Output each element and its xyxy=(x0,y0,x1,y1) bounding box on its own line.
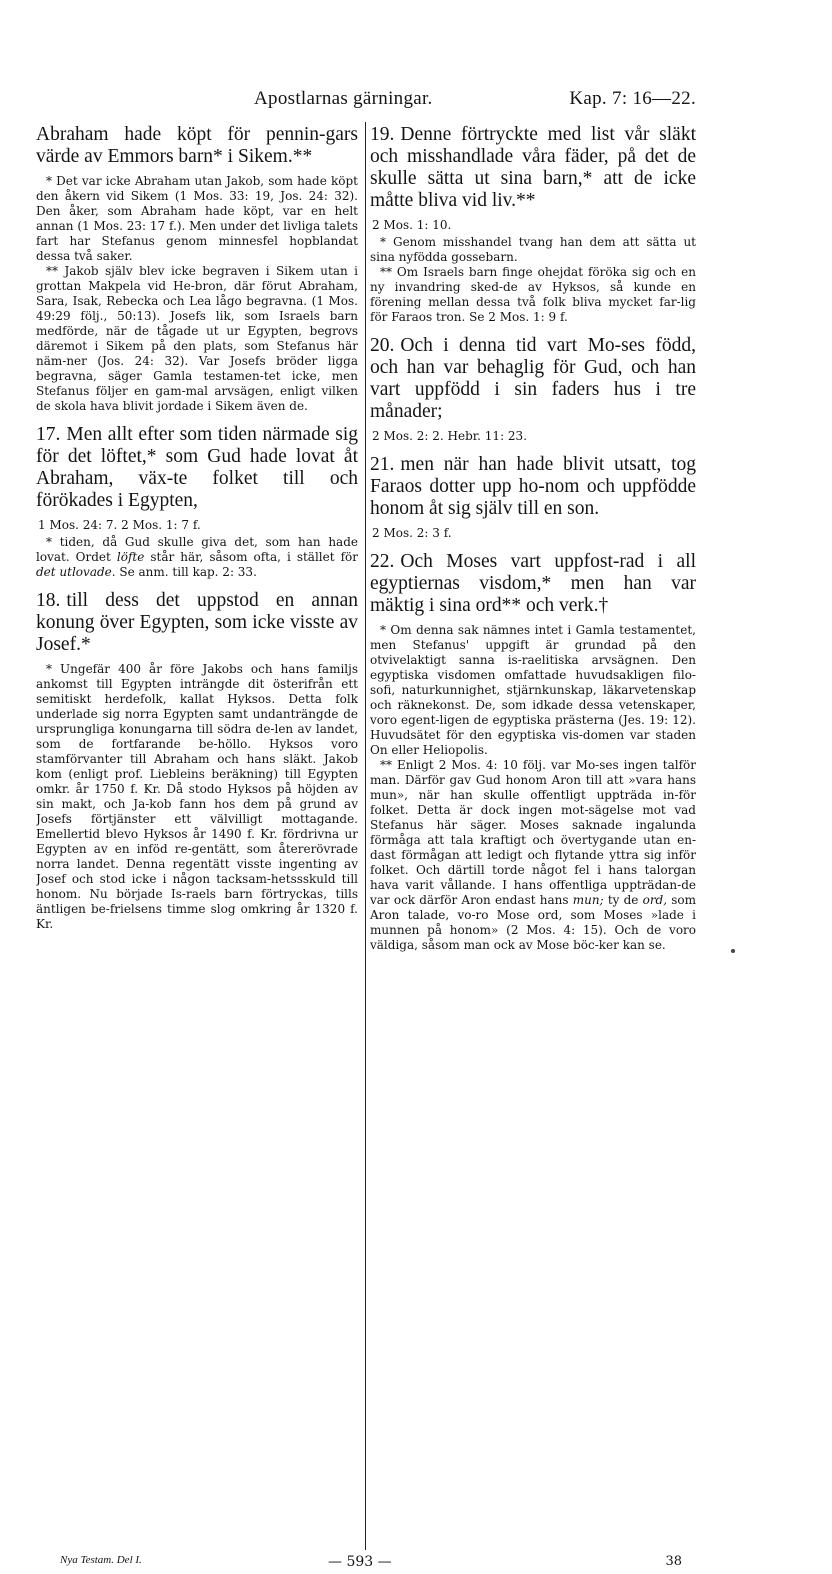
note-italic: ord, xyxy=(642,893,668,907)
stray-ink-dot xyxy=(731,949,735,953)
footnote-16a: * Det var icke Abraham utan Jakob, som hade köpt den åkern vid Sikem (1 Mos. 33: 19, Jos. 24: 32). Den åker, som Abraham hade köpt, var en helt annan (1 Mos. 23: 17 f.). Men under det livliga talets fart har Stefanus genom minnesfel hopblandat dessa två saker. xyxy=(36,174,358,263)
cross-reference-19: 2 Mos. 1: 10. xyxy=(372,218,452,232)
verse-16-continuation: Abraham hade köpt för pennin-gars värde av Emmors barn* i Sikem.** xyxy=(36,124,358,167)
page-number: — 593 — xyxy=(328,1554,392,1570)
verse-19 xyxy=(370,124,696,212)
verse-text: men när han hade blivit utsatt, tog Faraos dotter upp ho-nom och uppfödde honom åt sig själv till en son. xyxy=(370,454,696,519)
note-text: som Aron talade, vo-ro Mose ord, som Moses »lade i munnen på honom» (2 Mos. 4: 15). Och de voro väldiga, såsom man ock av Mose böc-ker kan se. xyxy=(370,893,696,952)
verse-22 xyxy=(370,551,696,617)
left-column xyxy=(36,124,358,1549)
verse-number: 21. xyxy=(370,454,395,475)
note-text: Se anm. till kap. 2: 33. xyxy=(115,565,257,579)
verse-number: 18. xyxy=(36,590,61,611)
note-text: ** Enligt 2 Mos. 4: 10 följ. var Mo-ses ingen talför man. Därför gav Gud honom Aron till att »vara hans mun», när han skulle offentligt uppträda in-för folket. Detta är dock ingen mot-sägelse mot vad Stefanus här säger. Moses saknade ingalunda förmåga att tala kraftigt och övertygande utan en-dast förmågan att ledigt och flytande yttra sig inför folket. Och därtill torde något fel i hans talorgan hava varit vållande. I hans offentliga uppträdan-de var ock därför Aron endast hans xyxy=(370,758,696,907)
note-italic: mun; xyxy=(572,893,604,907)
cross-reference-21: 2 Mos. 2: 3 f. xyxy=(372,526,452,540)
verse-number: 19. xyxy=(370,124,395,145)
signature-mark: 38 xyxy=(665,1554,682,1569)
spacer xyxy=(370,446,696,454)
cross-reference-17: 1 Mos. 24: 7. 2 Mos. 1: 7 f. xyxy=(38,518,201,532)
verse-number: 20. xyxy=(370,335,395,356)
page-footer xyxy=(36,1554,696,1574)
verse-text: till dess det uppstod en annan konung över Egypten, som icke visste av Josef.* xyxy=(36,590,358,655)
note-text: ty de xyxy=(603,893,643,907)
footnote-22b xyxy=(370,758,696,953)
column-divider xyxy=(365,122,366,1550)
footnote-19a: * Genom misshandel tvang han dem att sätta ut sina nyfödda gossebarn. xyxy=(370,235,696,264)
cross-reference-20: 2 Mos. 2: 2. Hebr. 11: 23. xyxy=(372,429,528,443)
note-text: * tiden, då Gud skulle giva det, som han hade lovat. Ordet xyxy=(36,535,358,564)
verse-17 xyxy=(36,424,358,512)
verse-number: 17. xyxy=(36,424,61,445)
chapter-reference: Kap. 7: 16—22. xyxy=(569,88,696,109)
footnote-17 xyxy=(36,535,358,580)
verse-18 xyxy=(36,590,358,656)
verse-text: Och i denna tid vart Mo-ses född, och han var behaglig för Gud, och han vart uppfödd i sin faders hus i tre månader; xyxy=(370,335,696,422)
verse-text: Och Moses vart uppfost-rad i all egyptiernas visdom,* men han var mäktig i sina ord** och verk.† xyxy=(370,551,696,616)
spacer xyxy=(370,543,696,551)
right-column xyxy=(370,124,696,1549)
note-italic: löfte xyxy=(116,550,145,564)
verse-text: Denne förtryckte med list vår släkt och misshandlade våra fäder, på det de skulle sätta ut sina barn,* att de icke måtte bliva vid liv.** xyxy=(370,124,696,211)
footer-volume: Nya Testam. Del I. xyxy=(60,1554,142,1566)
book-title: Apostlarnas gärningar. xyxy=(254,88,433,109)
verse-text: Men allt efter som tiden närmade sig för det löftet,* som Gud hade lovat åt Abraham, väx-te folket till och förökades i Egypten, xyxy=(36,424,358,511)
verse-21 xyxy=(370,454,696,520)
note-italic: det utlovade. xyxy=(36,565,116,579)
verse-number: 22. xyxy=(370,551,395,572)
verse-20 xyxy=(370,335,696,423)
footnote-16b: ** Jakob själv blev icke begraven i Sikem utan i grottan Makpela vid He-bron, där förut Abraham, Sara, Isak, Rebecka och Lea lågo begravna. (1 Mos. 49:29 följ., 50:13). Josefs lik, som Israels barn medförde, när de tågade ut ur Egypten, begrovs däremot i Sikem på den plats, som Stefanus här näm-ner (Jos. 24: 32). Var Josefs bröder ligga begravna, säger Gamla testamen-tet icke, men Stefanus följer en gam-mal arvsägen, enligt vilken de skola hava blivit jordade i Sikem även de. xyxy=(36,264,358,413)
footnote-22a: * Om denna sak nämnes intet i Gamla testamentet, men Stefanus' uppgift är grundad på den otvivelaktigt sanna is-raelitiska arvsägnen. Den egyptiska visdomen omfattade huvudsakligen filo-sofi, naturkunnighet, stjärnkunskap, läkarvetenskap och räknekonst. De, som idkade dessa vetenskaper, voro egent-ligen de egyptiska prästerna (Jes. 19: 12). Huvudsätet för den egyptiska vis-domen var staden On eller Heliopolis. xyxy=(370,623,696,757)
note-text: står här, såsom ofta, i stället för xyxy=(144,550,358,564)
footnote-19b: ** Om Israels barn finge ohejdat föröka sig och en ny invandring sked-de av Hyksos, så kunde en förening mellan dessa två folk bliva mycket far-lig för Faraos tron. Se 2 Mos. 1: 9 f. xyxy=(370,265,696,324)
running-header xyxy=(36,86,696,116)
footnote-18: * Ungefär 400 år före Jakobs och hans familjs ankomst till Egypten inträngde dit österifrån ett semitiskt herdefolk, kallat Hyksos. Detta folk underlade sig norra Egypten samt undanträngde de ursprungliga konungarna till södra de-len av landet, som de fortfarande be-höllo. Hyksos voro stamförvanter till Abraham och hans släkt. Jakob kom (enligt prof. Liebleins beräkning) till Egypten omkr. år 1750 f. Kr. Då stodo Hyksos på höjden av sin makt, och Ja-kob fann hos dem på grund av Josefs förtjänster ett välvilligt mottagande. Emellertid blevo Hyksos år 1490 f. Kr. fördrivna ur Egypten av en inföd re-gentätt, som återerövrade norra landet. Denna regentätt visste ingenting av Josef och stod icke i någon tacksam-hetssskuld till honom. Nu började Is-raels barn förtryckas, tills äntligen be-frielsens timme slog omkring år 1320 f. Kr. xyxy=(36,662,358,931)
